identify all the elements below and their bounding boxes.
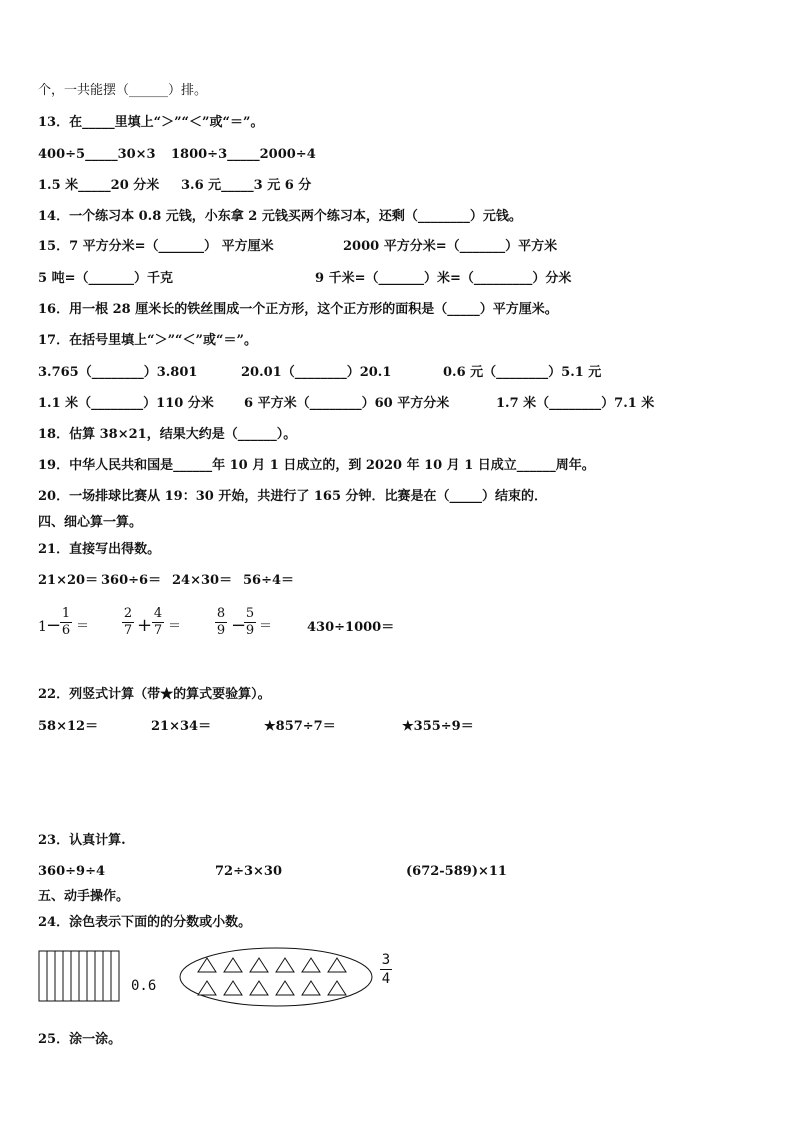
q16-text: 16．用一根 28 厘米长的铁丝围成一个正方形，这个正方形的面积是（_____）平方厘米。	[38, 302, 558, 317]
q21-item-d: 56÷4＝	[243, 573, 295, 588]
q21-title: 21．直接写出得数。	[38, 542, 161, 557]
q21-e-whole: 1	[38, 619, 47, 635]
q17-item-f: 1.7 米（________）7.1 米	[496, 396, 655, 411]
q15-item-b: 2000 平方分米=（_______）平方米	[343, 239, 558, 254]
q15-item-d: 9 千米=（_______）米=（_________）分米	[315, 271, 572, 286]
striped-bar-figure[interactable]	[38, 950, 120, 1002]
bar-stripe[interactable]	[63, 951, 71, 1001]
q21-f-fraction-1	[122, 606, 134, 639]
q21-e-fraction	[60, 606, 72, 639]
oval-triangles-figure[interactable]	[178, 946, 374, 1008]
triangle-shape[interactable]	[276, 981, 294, 995]
fraction-denominator: 9	[245, 623, 255, 638]
q12-tail: 个，一共能摆（______）排。	[38, 83, 208, 98]
q18-text: 18．估算 38×21，结果大约是（______）。	[38, 427, 297, 442]
fraction-numerator: 5	[245, 606, 255, 621]
bar-decimal-label: 0.6	[131, 978, 157, 994]
q21-item-b: 360÷6＝	[101, 573, 162, 588]
q22-item-a: 58×12＝	[38, 719, 99, 734]
q13-item-c: 1.5 米_____20 分米	[38, 178, 160, 193]
q21-e-operator: −	[46, 615, 62, 636]
q13-item-b: 1800÷3_____2000÷4	[171, 147, 316, 162]
oval-fraction-label	[380, 951, 392, 988]
oval-outline	[180, 948, 372, 1006]
triangle-shape[interactable]	[198, 981, 216, 995]
triangle-shape[interactable]	[328, 958, 346, 972]
fraction-numerator: 1	[61, 606, 71, 621]
q17-item-e: 6 平方米（________）60 平方分米	[244, 396, 450, 411]
q20-text: 20．一场排球比赛从 19：30 开始，共进行了 165 分钟．比赛是在（_____）结束的．	[38, 489, 548, 504]
q17-item-a: 3.765（________）3.801	[38, 365, 198, 380]
q13-item-d: 3.6 元_____3 元 6 分	[181, 178, 312, 193]
q21-item-a: 21×20＝	[38, 573, 99, 588]
q22-title: 22．列竖式计算（带★的算式要验算）。	[38, 687, 271, 702]
bar-stripe[interactable]	[79, 951, 87, 1001]
q23-item-a: 360÷9÷4	[38, 864, 106, 879]
bar-stripe[interactable]	[111, 951, 119, 1001]
q21-e-equals: ＝	[76, 619, 90, 634]
triangle-shape[interactable]	[276, 958, 294, 972]
fraction-denominator: 7	[123, 623, 133, 638]
fraction-numerator: 8	[216, 606, 226, 621]
triangle-shape[interactable]	[224, 981, 242, 995]
q24-title: 24．涂色表示下面的的分数或小数。	[38, 915, 252, 930]
section-5-title: 五、动手操作。	[38, 889, 130, 904]
fraction-numerator: 4	[153, 606, 163, 621]
q15-item-c: 5 吨=（_______）千克	[38, 271, 173, 286]
fraction-denominator: 9	[216, 623, 226, 638]
q21-f-operator: +	[137, 615, 153, 636]
q19-text: 19．中华人民共和国是______年 10 月 1 日成立的，到 2020 年 10 月 1 日成立______周年。	[38, 458, 595, 473]
bar-stripe[interactable]	[55, 951, 63, 1001]
q17-title: 17．在括号里填上“＞”“＜”或“＝”。	[38, 333, 257, 348]
q22-item-d: ★355÷9＝	[402, 719, 474, 734]
q21-g-operator: −	[231, 615, 247, 636]
q21-g-fraction-2	[244, 606, 256, 639]
fraction-numerator: 2	[123, 606, 133, 621]
q21-item-h: 430÷1000＝	[307, 620, 395, 635]
q14-text: 14．一个练习本 0.8 元钱，小东拿 2 元钱买两个练习本，还剩（________）元钱。	[38, 209, 522, 224]
q13-item-a: 400÷5_____30×3	[38, 147, 156, 162]
fraction-denominator: 7	[153, 623, 163, 638]
bar-stripe[interactable]	[95, 951, 103, 1001]
q25-title: 25．涂一涂。	[38, 1032, 122, 1047]
bar-stripe[interactable]	[71, 951, 79, 1001]
section-4-title: 四、细心算一算。	[38, 515, 143, 530]
q21-f-fraction-2	[152, 606, 164, 639]
fraction-numerator: 3	[381, 952, 391, 968]
bar-stripe[interactable]	[87, 951, 95, 1001]
q17-item-c: 0.6 元（________）5.1 元	[443, 365, 602, 380]
triangle-shape[interactable]	[250, 981, 268, 995]
q23-item-c: (672-589)×11	[406, 864, 507, 879]
bar-stripe[interactable]	[47, 951, 55, 1001]
q13-title: 13．在_____里填上“＞”“＜”或“＝”。	[38, 115, 264, 130]
fraction-denominator: 4	[381, 971, 391, 987]
triangle-shape[interactable]	[328, 981, 346, 995]
triangle-shape[interactable]	[302, 981, 320, 995]
q21-f-equals: ＝	[168, 619, 182, 634]
q22-item-c: ★857÷7＝	[264, 719, 336, 734]
q21-g-equals: ＝	[259, 619, 273, 634]
q21-item-c: 24×30＝	[172, 573, 233, 588]
q17-item-d: 1.1 米（________）110 分米	[38, 396, 214, 411]
triangle-shape[interactable]	[302, 958, 320, 972]
fraction-denominator: 6	[61, 623, 71, 638]
q22-item-b: 21×34＝	[151, 719, 212, 734]
triangle-shape[interactable]	[250, 958, 268, 972]
bar-stripe[interactable]	[103, 951, 111, 1001]
triangle-shape[interactable]	[224, 958, 242, 972]
triangle-shape[interactable]	[198, 958, 216, 972]
bar-stripe[interactable]	[39, 951, 47, 1001]
q17-item-b: 20.01（________）20.1	[241, 365, 392, 380]
q23-title: 23．认真计算.	[38, 833, 126, 848]
q23-item-b: 72÷3×30	[215, 864, 283, 879]
q21-g-fraction-1	[215, 606, 227, 639]
q15-item-a: 15．7 平方分米=（_______） 平方厘米	[38, 239, 274, 254]
